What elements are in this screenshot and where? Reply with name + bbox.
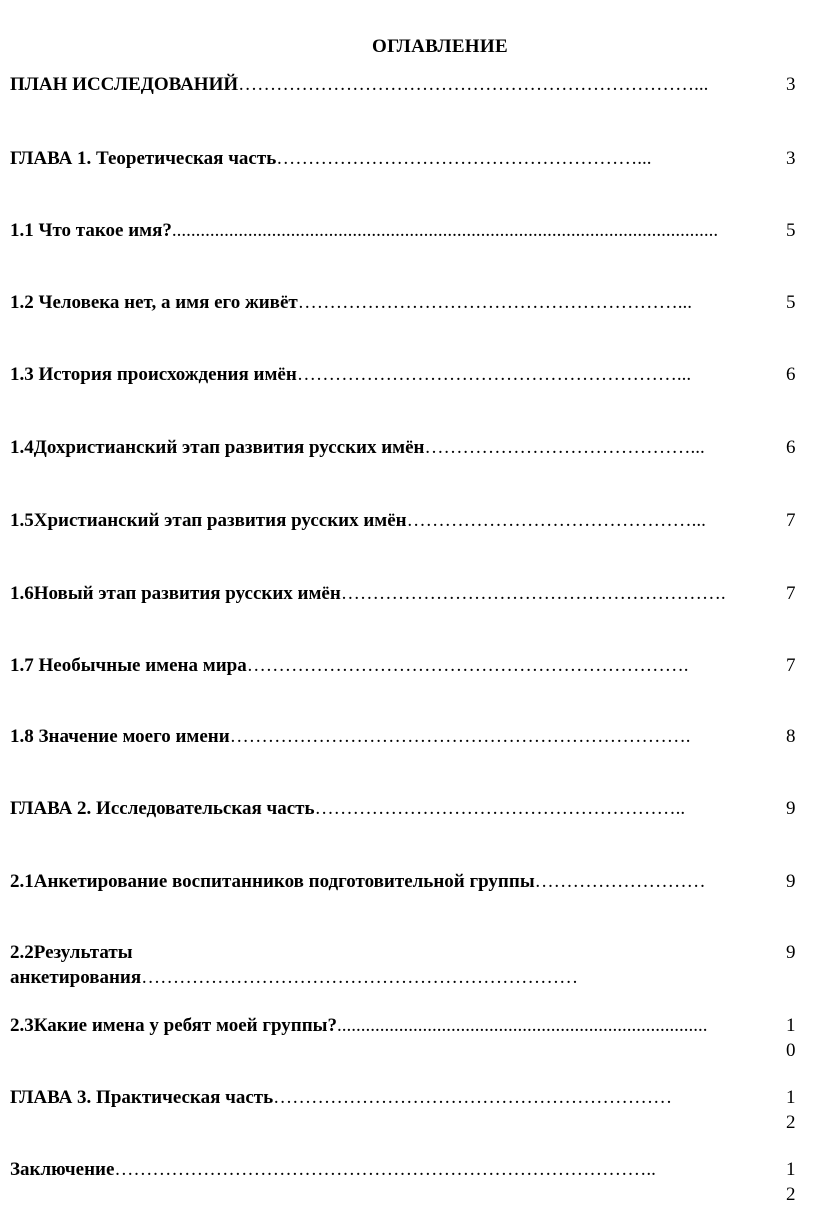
toc-entry-page: 3 xyxy=(786,74,796,95)
toc-entry-label: ГЛАВА 1. Теоретическая часть xyxy=(10,148,277,169)
toc-entry-page: 8 xyxy=(786,726,796,747)
toc-entry xyxy=(10,1013,808,1065)
toc-entry-page: 7 xyxy=(786,583,796,604)
toc-entry-text xyxy=(10,940,650,990)
toc-entry-leader: ………………………………………………………………. xyxy=(229,726,691,747)
toc-entry-text xyxy=(10,146,768,171)
toc-entry xyxy=(10,290,808,342)
toc-entry-leader: ……………………………………... xyxy=(424,437,705,458)
toc-entry-page: 3 xyxy=(786,148,796,169)
toc-entry-leader: …………………………………………………………… xyxy=(141,967,579,988)
toc-entry-text xyxy=(10,290,768,315)
toc-entry xyxy=(10,218,808,270)
toc-entry-leader: ……………………… xyxy=(534,871,706,892)
toc-entry-text xyxy=(10,724,768,749)
toc-entry-label: ГЛАВА 2. Исследовательская часть xyxy=(10,798,315,819)
toc-entry-text xyxy=(10,1085,768,1110)
toc-entry-text xyxy=(10,581,768,606)
toc-entry-label: 2.1Анкетирование воспитанников подготовительной группы xyxy=(10,871,535,892)
toc-entry-leader: ……………………………………………………... xyxy=(297,292,692,313)
toc-entry xyxy=(10,653,808,705)
toc-entry-leader: …………………………………………………... xyxy=(276,148,652,169)
toc-entry-text xyxy=(10,435,768,460)
toc-entry-label: 2.2Результаты анкетирования xyxy=(10,942,142,988)
toc-entry-label: ГЛАВА 3. Практическая часть xyxy=(10,1087,274,1108)
toc-entry-label: 2.3Какие имена у ребят моей группы? xyxy=(10,1015,338,1036)
toc-entry xyxy=(10,72,808,124)
toc-entry xyxy=(10,796,808,848)
toc-entry-page: 5 xyxy=(786,292,796,313)
toc-entry-label: Заключение xyxy=(10,1159,115,1180)
toc-entry-page: 12 xyxy=(786,1087,796,1133)
toc-entry-text xyxy=(10,362,768,387)
toc-entry-page: 9 xyxy=(786,798,796,819)
toc-entry-page: 6 xyxy=(786,364,796,385)
toc-entry xyxy=(10,940,808,992)
toc-entry-text xyxy=(10,653,768,678)
toc-entry xyxy=(10,724,808,776)
toc-entry-label: 1.3 История происхождения имён xyxy=(10,364,297,385)
toc-title: ОГЛАВЛЕНИЕ xyxy=(372,36,508,57)
toc-entry-leader: ……………………………………………………... xyxy=(296,364,692,385)
toc-entry-leader: ................................................................................................................... xyxy=(171,220,719,241)
toc-entry-page: 9 xyxy=(786,942,796,963)
toc-entry-label: 1.5Христианский этап развития русских имён xyxy=(10,510,407,531)
toc-entry-label: 1.7 Необычные имена мира xyxy=(10,655,247,676)
toc-entry-leader: ………………………………………………………………... xyxy=(238,74,709,95)
toc-entry-text xyxy=(10,869,768,894)
toc-entry-leader: .............................................................................. xyxy=(337,1015,708,1036)
toc-entry-text xyxy=(10,72,768,97)
toc-entry-label: 1.6Новый этап развития русских имён xyxy=(10,583,341,604)
toc-entry xyxy=(10,146,808,198)
toc-entry-label: 1.8 Значение моего имени xyxy=(10,726,230,747)
toc-entry xyxy=(10,581,808,633)
toc-entry-page: 6 xyxy=(786,437,796,458)
toc-entry-page: 9 xyxy=(786,871,796,892)
toc-entry-leader: ……………………………………………………… xyxy=(273,1087,673,1108)
toc-entry xyxy=(10,1157,808,1209)
toc-entry-page: 12 xyxy=(786,1159,796,1205)
toc-entry-text xyxy=(10,1157,768,1182)
toc-entry-label: 1.2 Человека нет, а имя его живёт xyxy=(10,292,298,313)
toc-entry-text xyxy=(10,796,768,821)
toc-entry xyxy=(10,1085,808,1137)
toc-entry xyxy=(10,362,808,414)
toc-entry-leader: ………………………………………………….. xyxy=(314,798,686,819)
toc-entry xyxy=(10,869,808,921)
toc-entry-leader: ……………………………………………………………. xyxy=(246,655,689,676)
toc-entry-text xyxy=(10,508,768,533)
toc-entry xyxy=(10,508,808,560)
toc-entry-page: 7 xyxy=(786,510,796,531)
toc-entry-page: 5 xyxy=(786,220,796,241)
toc-entry xyxy=(10,435,808,487)
toc-entry-text xyxy=(10,1013,768,1038)
toc-entry-label: 1.1 Что такое имя? xyxy=(10,220,172,241)
toc-entry-leader: ……………………………………………………. xyxy=(340,583,726,604)
toc-entry-leader: ………………………………………... xyxy=(406,510,706,531)
toc-entry-text xyxy=(10,218,768,243)
toc-entry-page: 10 xyxy=(786,1015,796,1061)
toc-entry-label: ПЛАН ИССЛЕДОВАНИЙ xyxy=(10,74,239,95)
toc-entry-label: 1.4Дохристианский этап развития русских имён xyxy=(10,437,425,458)
toc-entry-leader: ………………………………………………………………………….. xyxy=(114,1159,656,1180)
toc-entry-page: 7 xyxy=(786,655,796,676)
